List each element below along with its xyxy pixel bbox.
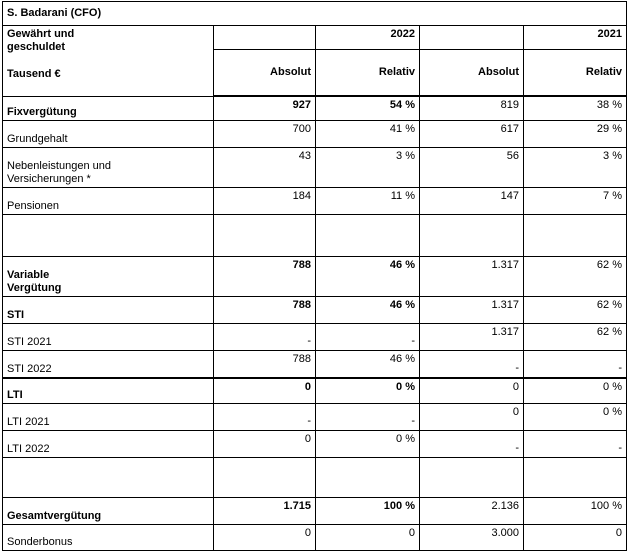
col-absolut-2021: Absolut xyxy=(420,50,524,96)
cell-absolut-2021: 2.136 xyxy=(420,498,524,525)
row-gesamtverguetung xyxy=(3,498,627,525)
year-2022-spacer xyxy=(214,26,316,50)
cell-relativ-2022: 100 % xyxy=(316,498,420,525)
cell-absolut-2021: 1.317 xyxy=(420,257,524,297)
row-empty-2 xyxy=(3,458,627,498)
cell-relativ-2022: - xyxy=(316,324,420,351)
cell-absolut-2022: 0 xyxy=(214,431,316,458)
cell-absolut-2021: 1.317 xyxy=(420,324,524,351)
cell-absolut-2022: - xyxy=(214,324,316,351)
cell-absolut-2021: - xyxy=(420,431,524,458)
cell-relativ-2021: 0 xyxy=(524,525,627,551)
row-label: Pensionen xyxy=(3,188,214,215)
row-label: Gesamtvergütung xyxy=(3,498,214,525)
cell-relativ-2021: 62 % xyxy=(524,297,627,324)
cell-absolut-2022: 788 xyxy=(214,297,316,324)
cell-absolut-2021: 617 xyxy=(420,121,524,148)
col-relativ-2021: Relativ xyxy=(524,50,627,96)
row-grundgehalt xyxy=(3,121,627,148)
cell-relativ-2021: - xyxy=(524,431,627,458)
cell-relativ-2022: - xyxy=(316,404,420,431)
cell-relativ-2021: 100 % xyxy=(524,498,627,525)
compensation-table xyxy=(2,1,627,551)
cell-absolut-2021: 147 xyxy=(420,188,524,215)
row-label: Nebenleistungen und Versicherungen * xyxy=(3,148,214,188)
row-label: Fixvergütung xyxy=(3,97,214,121)
cell-absolut-2022: 788 xyxy=(214,257,316,297)
cell-absolut-2022: 0 xyxy=(214,378,316,404)
cell-absolut-2022: 0 xyxy=(214,525,316,551)
cell-relativ-2021: 0 % xyxy=(524,404,627,431)
cell-relativ-2021: 62 % xyxy=(524,257,627,297)
row-label: STI xyxy=(3,297,214,324)
row-label: Variable Vergütung xyxy=(3,257,214,297)
cell-relativ-2021: 0 % xyxy=(524,378,627,404)
cell-absolut-2021: 819 xyxy=(420,97,524,121)
cell-relativ-2022: 0 % xyxy=(316,378,420,404)
row-label: STI 2021 xyxy=(3,324,214,351)
cell-relativ-2021: 38 % xyxy=(524,97,627,121)
cell-relativ-2022: 3 % xyxy=(316,148,420,188)
cell-absolut-2022: 43 xyxy=(214,148,316,188)
row-sti-2021 xyxy=(3,324,627,351)
cell-absolut-2021: 0 xyxy=(420,404,524,431)
header-label-unit: Tausend € xyxy=(7,68,61,80)
cell-relativ-2021: 29 % xyxy=(524,121,627,148)
row-label: LTI xyxy=(3,378,214,404)
cell-relativ-2021: 3 % xyxy=(524,148,627,188)
row-label: STI 2022 xyxy=(3,351,214,378)
cell-absolut-2022: 788 xyxy=(214,351,316,378)
table-title: S. Badarani (CFO) xyxy=(3,2,627,26)
cell-relativ-2022: 46 % xyxy=(316,351,420,378)
cell-absolut-2022: 700 xyxy=(214,121,316,148)
row-variable-verguetung xyxy=(3,257,627,297)
row-lti-2021 xyxy=(3,404,627,431)
cell-absolut-2021: 56 xyxy=(420,148,524,188)
cell-relativ-2021: 62 % xyxy=(524,324,627,351)
row-sti xyxy=(3,297,627,324)
cell-absolut-2022: - xyxy=(214,404,316,431)
cell-absolut-2021: 1.317 xyxy=(420,297,524,324)
cell-absolut-2022: 184 xyxy=(214,188,316,215)
cell-relativ-2022: 54 % xyxy=(316,97,420,121)
cell-absolut-2021: - xyxy=(420,351,524,378)
year-2021-spacer xyxy=(420,26,524,50)
cell-relativ-2022: 0 xyxy=(316,525,420,551)
col-absolut-2022: Absolut xyxy=(214,50,316,96)
cell-relativ-2022: 0 % xyxy=(316,431,420,458)
year-2021-header: 2021 xyxy=(524,26,627,50)
header-label-cell xyxy=(3,26,214,97)
cell-relativ-2021: 7 % xyxy=(524,188,627,215)
cell-relativ-2022: 11 % xyxy=(316,188,420,215)
year-2022-header: 2022 xyxy=(316,26,420,50)
cell-absolut-2022: 1.715 xyxy=(214,498,316,525)
cell-relativ-2022: 46 % xyxy=(316,257,420,297)
row-pensionen xyxy=(3,188,627,215)
row-empty-1 xyxy=(3,215,627,257)
cell-relativ-2021: - xyxy=(524,351,627,378)
cell-absolut-2022: 927 xyxy=(214,97,316,121)
cell-absolut-2021: 0 xyxy=(420,378,524,404)
row-label: LTI 2021 xyxy=(3,404,214,431)
row-sti-2022 xyxy=(3,351,627,378)
cell-relativ-2022: 46 % xyxy=(316,297,420,324)
row-label: Sonderbonus xyxy=(3,525,214,551)
cell-absolut-2021: 3.000 xyxy=(420,525,524,551)
row-fixverguetung xyxy=(3,97,627,121)
col-relativ-2022: Relativ xyxy=(316,50,420,96)
row-lti xyxy=(3,378,627,404)
row-label: Grundgehalt xyxy=(3,121,214,148)
row-label: LTI 2022 xyxy=(3,431,214,458)
row-lti-2022 xyxy=(3,431,627,458)
cell-relativ-2022: 41 % xyxy=(316,121,420,148)
header-label-top: Gewährt und geschuldet xyxy=(7,28,75,53)
row-nebenleistungen xyxy=(3,148,627,188)
row-sonderbonus xyxy=(3,525,627,551)
